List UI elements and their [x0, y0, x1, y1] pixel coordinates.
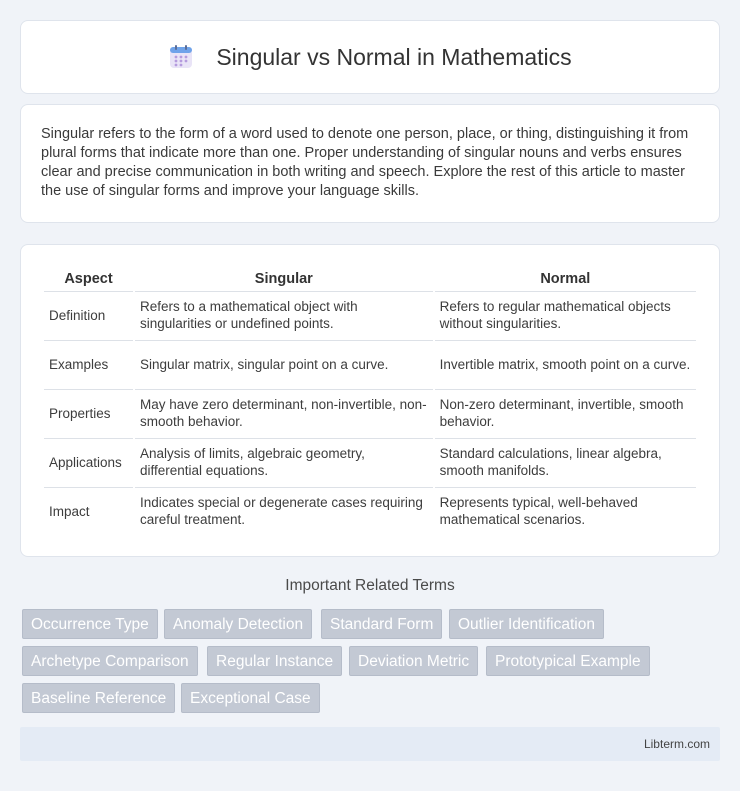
tag-exceptional-case[interactable]: Exceptional Case [181, 683, 320, 713]
tag-archetype-comparison[interactable]: Archetype Comparison [22, 646, 198, 676]
comparison-card [20, 244, 720, 557]
calendar-icon [168, 44, 194, 70]
row-singular: Indicates special or degenerate cases requiring careful treatment. [135, 487, 433, 534]
related-terms-title: Important Related Terms [285, 577, 455, 594]
tag-deviation-metric[interactable]: Deviation Metric [349, 646, 478, 676]
tag-baseline-reference[interactable]: Baseline Reference [22, 683, 175, 713]
tag-prototypical-example[interactable]: Prototypical Example [486, 646, 650, 676]
header-aspect: Aspect [64, 271, 113, 287]
row-singular: Refers to a mathematical object with singularities or undefined points. [135, 291, 433, 338]
table-row [44, 340, 696, 387]
row-aspect: Properties [44, 389, 133, 436]
tag-occurrence-type[interactable]: Occurrence Type [22, 609, 158, 639]
tag-anomaly-detection[interactable]: Anomaly Detection [164, 609, 312, 639]
row-singular: May have zero determinant, non-invertible, non-smooth behavior. [135, 389, 433, 436]
row-normal: Standard calculations, linear algebra, smooth manifolds. [435, 438, 696, 485]
row-normal: Represents typical, well-behaved mathematical scenarios. [435, 487, 696, 534]
tag-standard-form[interactable]: Standard Form [321, 609, 442, 639]
row-normal: Non-zero determinant, invertible, smooth behavior. [435, 389, 696, 436]
table-row [44, 291, 696, 338]
header-card [20, 20, 720, 94]
intro-text: Singular refers to the form of a word used to denote one person, place, or thing, distinguishing it from plural forms that indicate more than one. Proper understanding of singular nouns and verbs ensures clear and precise communication in both writing and speech. Explore the rest of this article to master the use of singular forms and improve your language skills. [41, 126, 689, 199]
footer-site-link[interactable]: Libterm.com [643, 737, 710, 751]
row-aspect: Examples [44, 340, 133, 387]
tag-regular-instance[interactable]: Regular Instance [207, 646, 342, 676]
table-row [44, 438, 696, 485]
header-normal: Normal [540, 271, 591, 287]
row-aspect: Impact [44, 487, 133, 534]
table-row [44, 389, 696, 436]
header-singular: Singular [254, 271, 313, 287]
row-normal: Refers to regular mathematical objects without singularities. [435, 291, 696, 338]
row-singular: Analysis of limits, algebraic geometry, differential equations. [135, 438, 433, 485]
intro-card [20, 104, 720, 223]
table-header-row [44, 267, 696, 289]
row-normal: Invertible matrix, smooth point on a curve. [435, 340, 696, 387]
tag-outlier-identification[interactable]: Outlier Identification [449, 609, 604, 639]
footer [20, 727, 720, 761]
row-singular: Singular matrix, singular point on a curve. [135, 340, 433, 387]
table-row [44, 487, 696, 534]
row-aspect: Applications [44, 438, 133, 485]
comparison-table [42, 265, 698, 536]
page-title: Singular vs Normal in Mathematics [216, 43, 572, 70]
row-aspect: Definition [44, 291, 133, 338]
